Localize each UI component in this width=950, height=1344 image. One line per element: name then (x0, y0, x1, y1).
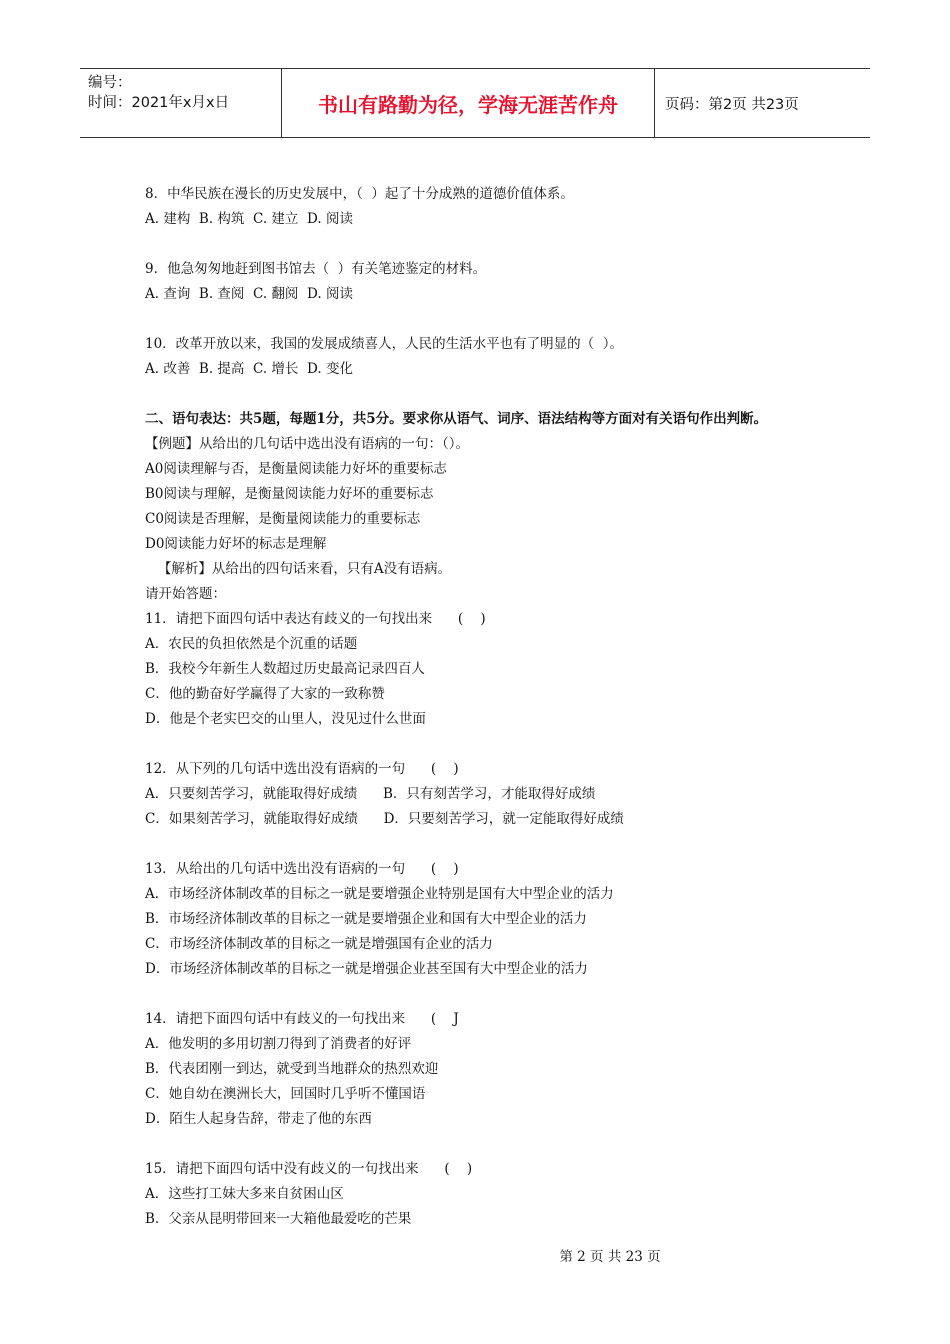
text-line: D．他是个老实巴交的山里人，没见过什么世面 (145, 711, 426, 727)
text-line: A．市场经济体制改革的目标之一就是要增强企业特别是国有大中型企业的活力 (145, 886, 614, 902)
text-line: 14．请把下面四句话中有歧义的一句找出来 ( J (145, 1011, 459, 1027)
text-line: B0阅读与理解，是衡量阅读能力好坏的重要标志 (145, 486, 434, 502)
text-line: 10．改革开放以来，我国的发展成绩喜人，人民的生活水平也有了明显的（ ）。 (145, 336, 624, 352)
blank-line (145, 982, 845, 1007)
text-line: 【例题】从给出的几句话中选出没有语病的一句：（）。 (145, 436, 469, 452)
text-line: A. 改善 B. 提高 C. 增长 D. 变化 (145, 361, 353, 377)
text-line: C0阅读是否理解，是衡量阅读能力的重要标志 (145, 511, 421, 527)
text-line: C．如果刻苦学习，就能取得好成绩 D．只要刻苦学习，就一定能取得好成绩 (145, 811, 624, 827)
header-motto: 书山有路勤为径，学海无涯苦作舟 (282, 69, 655, 137)
text-line: A．这些打工妹大多来自贫困山区 (145, 1186, 344, 1202)
text-line: B．代表团刚一到达，就受到当地群众的热烈欢迎 (145, 1061, 439, 1077)
text-line: C．他的勤奋好学赢得了大家的一致称赞 (145, 686, 385, 702)
blank-line (145, 832, 845, 857)
text-line: C．市场经济体制改革的目标之一就是增强国有企业的活力 (145, 936, 493, 952)
text-line: A. 查询 B. 查阅 C. 翻阅 D. 阅读 (145, 286, 353, 302)
page-footer (0, 1245, 950, 1265)
text-line: 12．从下列的几句话中选出没有语病的一句 ( ) (145, 761, 459, 777)
text-line: A0阅读理解与否，是衡量阅读能力好坏的重要标志 (145, 461, 447, 477)
page-header (80, 68, 870, 138)
document-body (145, 182, 845, 1232)
text-line: 9．他急匆匆地赶到图书馆去（ ）有关笔迹鉴定的材料。 (145, 261, 487, 277)
text-line: 【解析】从给出的四句话来看，只有A没有语病。 (145, 561, 452, 577)
text-line: A．只要刻苦学习，就能取得好成绩 B．只有刻苦学习，才能取得好成绩 (145, 786, 596, 802)
text-line: 请开始答题： (145, 586, 226, 602)
blank-line (145, 382, 845, 407)
text-line: A．他发明的多用切割刀得到了消费者的好评 (145, 1036, 412, 1052)
blank-line (145, 1132, 845, 1157)
footer-page-number: 第 2 页 共 23 页 (559, 1249, 661, 1265)
text-line: B．父亲从昆明带回来一大箱他最爱吃的芒果 (145, 1211, 412, 1227)
blank-line (145, 307, 845, 332)
header-meta (80, 69, 282, 137)
section-heading: 二、语句表达：共5题，每题1分，共5分。要求你从语气、词序、语法结构等方面对有关语句作出判断。 (145, 411, 768, 427)
header-time: 时间：2021年x月x日 (88, 95, 230, 111)
text-line: 8．中华民族在漫长的历史发展中，（ ）起了十分成熟的道德价值体系。 (145, 186, 574, 202)
header-number: 编号： (88, 75, 132, 91)
blank-line (145, 232, 845, 257)
text-line: D．市场经济体制改革的目标之一就是增强企业甚至国有大中型企业的活力 (145, 961, 588, 977)
text-line: 11．请把下面四句话中表达有歧义的一句找出来 ( ) (145, 611, 486, 627)
text-line: 15．请把下面四句话中没有歧义的一句找出来 ( ) (145, 1161, 473, 1177)
text-line: B．我校今年新生人数超过历史最高记录四百人 (145, 661, 425, 677)
text-line: B．市场经济体制改革的目标之一就是要增强企业和国有大中型企业的活力 (145, 911, 587, 927)
text-line: D0阅读能力好坏的标志是理解 (145, 536, 327, 552)
text-line: D．陌生人起身告辞，带走了他的东西 (145, 1111, 372, 1127)
blank-line (145, 732, 845, 757)
text-line: 13．从给出的几句话中选出没有语病的一句 ( ) (145, 861, 459, 877)
text-line: A. 建构 B. 构筑 C. 建立 D. 阅读 (145, 211, 353, 227)
text-line: C．她自幼在澳洲长大，回国时几乎听不懂国语 (145, 1086, 426, 1102)
header-page-info: 页码：第2页 共23页 (665, 96, 799, 113)
text-line: A．农民的负担依然是个沉重的话题 (145, 636, 358, 652)
